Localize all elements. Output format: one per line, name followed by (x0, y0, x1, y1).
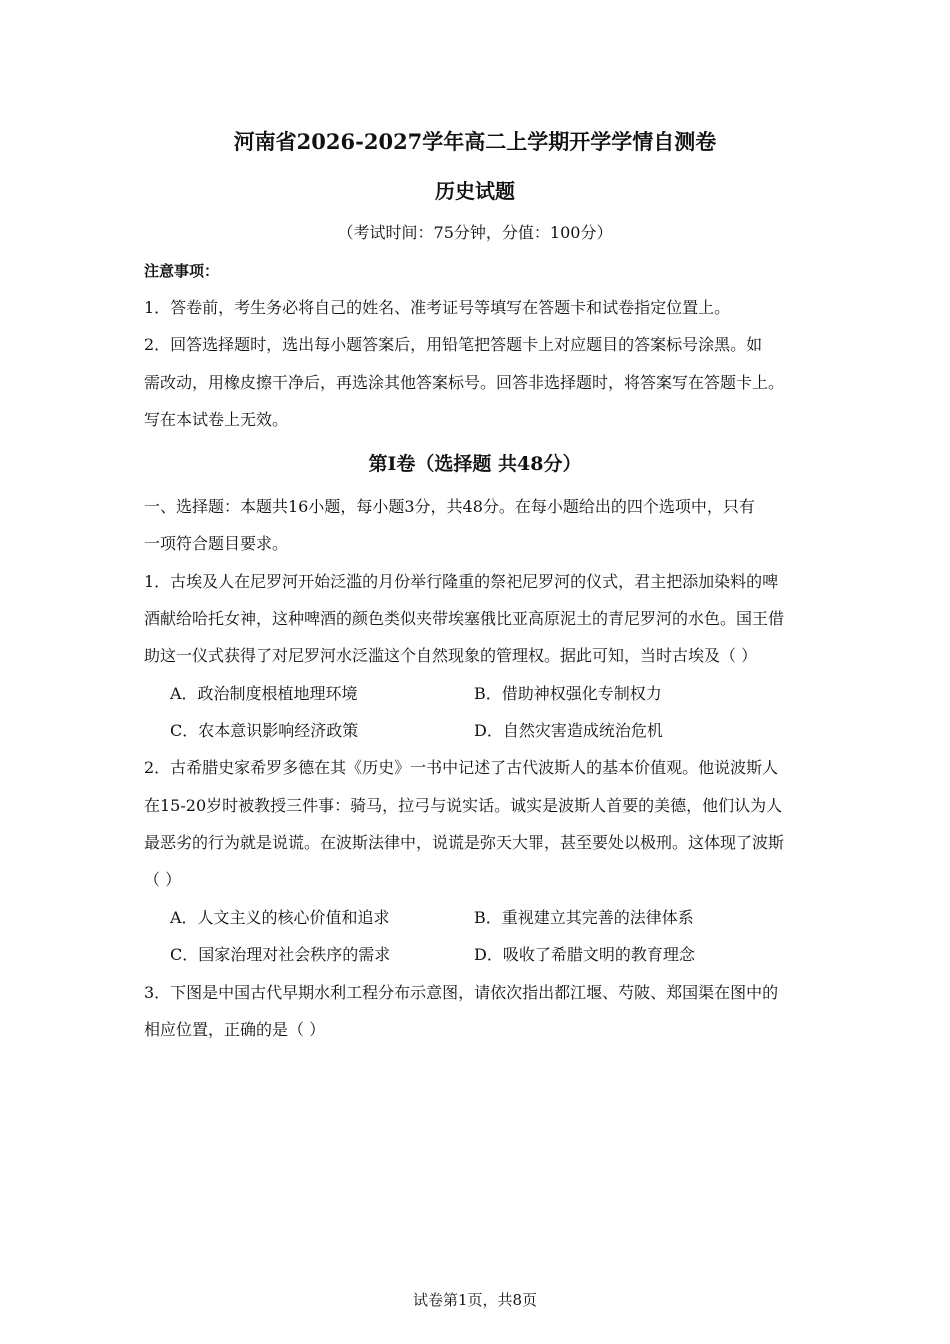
question-text: 助这一仪式获得了对尼罗河水泛滥这个自然现象的管理权。据此可知，当时古埃及（ ） (144, 646, 758, 665)
question-text: 3．下图是中国古代早期水利工程分布示意图，请依次指出都江堰、芍陂、郑国渠在图中的 (144, 983, 779, 1002)
option-c: C．国家治理对社会秩序的需求 (170, 945, 391, 964)
notice-line: 需改动，用橡皮擦干净后，再选涂其他答案标号。回答非选择题时，将答案写在答题卡上。 (144, 373, 785, 392)
option-a: A．人文主义的核心价值和追求 (170, 908, 390, 927)
option-d: D．吸收了希腊文明的教育理念 (474, 945, 695, 964)
question-text: 酒献给哈托女神，这种啤酒的颜色类似夹带埃塞俄比亚高原泥土的青尼罗河的水色。国王借 (144, 609, 785, 628)
section-title: 第Ⅰ卷（选择题 共48分） (368, 453, 582, 475)
exam-title: 河南省2026-2027学年高二上学期开学学情自测卷 (233, 129, 717, 154)
option-a: A．政治制度根植地理环境 (170, 684, 358, 703)
exam-info: （考试时间：75分钟，分值：100分） (337, 223, 613, 242)
question-text: 相应位置，正确的是（ ） (144, 1020, 326, 1039)
notice-line: 1．答卷前，考生务必将自己的姓名、准考证号等填写在答题卡和试卷指定位置上。 (144, 298, 731, 317)
notice-heading: 注意事项： (144, 262, 220, 280)
notice-line: 2．回答选择题时，选出每小题答案后，用铅笔把答题卡上对应题目的答案标号涂黑。如 (144, 335, 763, 354)
option-b: B．重视建立其完善的法律体系 (474, 908, 694, 927)
notice-line: 写在本试卷上无效。 (144, 410, 289, 429)
option-b: B．借助神权强化专制权力 (474, 684, 662, 703)
section-instructions: 一项符合题目要求。 (144, 534, 289, 553)
question-text: 2．古希腊史家希罗多德在其《历史》一书中记述了古代波斯人的基本价值观。他说波斯人 (144, 758, 779, 777)
question-text: 1．古埃及人在尼罗河开始泛滥的月份举行隆重的祭祀尼罗河的仪式，君主把添加染料的啤 (144, 572, 779, 591)
question-text: 最恶劣的行为就是说谎。在波斯法律中，说谎是弥天大罪，甚至要处以极刑。这体现了波斯 (144, 833, 785, 852)
page-footer: 试卷第1页，共8页 (412, 1291, 538, 1309)
option-d: D．自然灾害造成统治危机 (474, 721, 663, 740)
option-c: C．农本意识影响经济政策 (170, 721, 359, 740)
subject-title: 历史试题 (435, 179, 515, 203)
question-text: （ ） (144, 870, 182, 889)
section-instructions: 一、选择题：本题共16小题，每小题3分，共48分。在每小题给出的四个选项中，只有 (144, 497, 755, 516)
question-text: 在15-20岁时被教授三件事：骑马，拉弓与说实话。诚实是波斯人首要的美德，他们认为人 (144, 796, 783, 815)
